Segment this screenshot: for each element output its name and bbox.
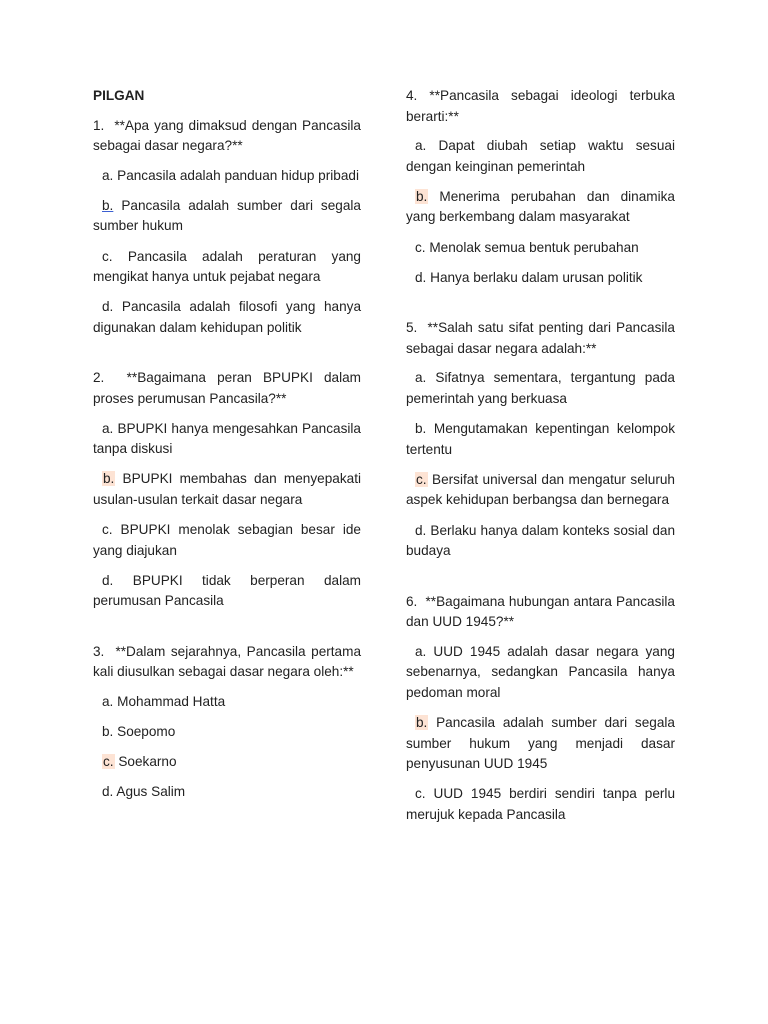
question-5 bbox=[406, 318, 675, 359]
option-text: Dapat diubah setiap waktu sesuai dengan keinginan pemerintah bbox=[406, 138, 675, 174]
question-5-option-b bbox=[406, 419, 675, 460]
question-4-option-d bbox=[406, 268, 675, 289]
question-number: 4. bbox=[406, 88, 418, 103]
question-1 bbox=[93, 116, 361, 157]
question-3-option-c bbox=[93, 752, 361, 773]
option-letter: a. bbox=[102, 167, 114, 183]
option-text: UUD 1945 berdiri sendiri tanpa perlu merujuk kepada Pancasila bbox=[406, 786, 676, 823]
question-4-option-c bbox=[406, 238, 675, 259]
question-5-option-c bbox=[406, 470, 675, 511]
option-text: Menolak semua bentuk perubahan bbox=[429, 239, 639, 255]
option-text: Bersifat universal dan mengatur seluruh aspek kehidupan berbangsa dan bernegara bbox=[406, 471, 675, 508]
question-4-option-b bbox=[406, 187, 675, 228]
option-letter: a. bbox=[415, 643, 427, 659]
option-letter: d. bbox=[415, 522, 427, 538]
question-3-option-b bbox=[93, 722, 361, 743]
option-text: UUD 1945 adalah dasar negara yang sebenarnya, sedangkan Pancasila hanya pedoman moral bbox=[406, 643, 675, 701]
question-2-option-a bbox=[93, 419, 361, 460]
document-heading: PILGAN bbox=[93, 88, 145, 103]
option-letter: a. bbox=[102, 420, 114, 436]
option-text: Pancasila adalah sumber dari segala sumber hukum yang menjadi dasar penyusunan UUD 1945 bbox=[406, 715, 675, 772]
left-column bbox=[93, 86, 361, 812]
question-6-option-c bbox=[406, 784, 675, 825]
option-letter-marked: c. bbox=[103, 754, 114, 770]
option-text: Mohammad Hatta bbox=[117, 694, 226, 710]
question-text: **Bagaimana peran BPUPKI dalam proses perumusan Pancasila?** bbox=[93, 370, 361, 407]
option-text: Pancasila adalah filosofi yang hanya digunakan dalam kehidupan politik bbox=[93, 299, 362, 335]
question-number: 3. bbox=[93, 643, 105, 659]
option-text: Sifatnya sementara, tergantung pada pemerintah yang berkuasa bbox=[406, 370, 675, 407]
question-6-option-b bbox=[406, 713, 675, 775]
option-text: Pancasila adalah peraturan yang mengikat hanya untuk pejabat negara bbox=[93, 248, 361, 285]
question-text: **Bagaimana hubungan antara Pancasila dan UUD 1945?** bbox=[406, 593, 675, 630]
question-4-option-a bbox=[406, 136, 675, 177]
option-text: BPUPKI hanya mengesahkan Pancasila tanpa diskusi bbox=[93, 420, 361, 457]
option-letter-marked: b. bbox=[416, 715, 428, 731]
question-5-option-a bbox=[406, 368, 675, 409]
option-letter-marked: b. bbox=[416, 188, 428, 204]
option-text: Pancasila adalah panduan hidup pribadi bbox=[117, 167, 359, 183]
question-1-option-c bbox=[93, 247, 361, 288]
option-letter: d. bbox=[102, 299, 114, 315]
question-text: **Pancasila sebagai ideologi terbuka berarti:** bbox=[406, 88, 675, 124]
question-text: **Dalam sejarahnya, Pancasila pertama kali diusulkan sebagai dasar negara oleh:** bbox=[93, 643, 362, 680]
question-3-option-a bbox=[93, 692, 361, 713]
option-letter-marked: c. bbox=[416, 471, 427, 487]
option-letter: a. bbox=[415, 370, 427, 386]
right-column bbox=[406, 86, 675, 835]
question-1-option-a bbox=[93, 166, 361, 187]
question-number: 5. bbox=[406, 320, 418, 336]
option-text: Soekarno bbox=[118, 754, 177, 770]
question-1-option-b bbox=[93, 196, 361, 237]
option-text: Menerima perubahan dan dinamika yang berkembang dalam masyarakat bbox=[406, 188, 675, 225]
option-letter: d. bbox=[102, 784, 114, 800]
question-number: 6. bbox=[406, 593, 418, 609]
option-letter: b. bbox=[415, 421, 427, 437]
option-letter: c. bbox=[102, 248, 113, 264]
option-text: Mengutamakan kepentingan kelompok tertentu bbox=[406, 421, 676, 457]
option-letter: a. bbox=[102, 694, 114, 710]
question-6-option-a bbox=[406, 642, 675, 704]
option-text: Pancasila adalah sumber dari segala sumber hukum bbox=[93, 197, 361, 234]
option-text: Berlaku hanya dalam konteks sosial dan budaya bbox=[406, 522, 675, 559]
question-number: 2. bbox=[93, 370, 105, 386]
option-letter: d. bbox=[415, 269, 427, 285]
option-letter: a. bbox=[415, 138, 427, 154]
option-text: Agus Salim bbox=[116, 784, 186, 800]
question-2-option-b bbox=[93, 469, 361, 510]
question-3-option-d bbox=[93, 782, 361, 803]
option-text: BPUPKI menolak sebagian besar ide yang diajukan bbox=[93, 522, 361, 558]
question-2 bbox=[93, 368, 361, 409]
option-text: Hanya berlaku dalam urusan politik bbox=[430, 269, 643, 285]
question-3 bbox=[93, 642, 361, 683]
question-1-option-d bbox=[93, 297, 361, 338]
option-letter: d. bbox=[102, 572, 114, 588]
question-2-option-c bbox=[93, 520, 361, 561]
option-text: Soepomo bbox=[117, 724, 176, 740]
option-letter-marked: b. bbox=[102, 197, 114, 213]
option-letter: c. bbox=[102, 522, 113, 537]
question-text: **Apa yang dimaksud dengan Pancasila sebagai dasar negara?** bbox=[93, 117, 361, 154]
option-letter-marked: b. bbox=[103, 471, 115, 487]
option-letter: c. bbox=[415, 786, 426, 802]
option-text: BPUPKI membahas dan menyepakati usulan-usulan terkait dasar negara bbox=[93, 471, 361, 507]
option-letter: c. bbox=[415, 239, 426, 255]
option-text: BPUPKI tidak berperan dalam perumusan Pancasila bbox=[93, 572, 361, 609]
question-6 bbox=[406, 592, 675, 633]
question-number: 1. bbox=[93, 117, 105, 133]
question-2-option-d bbox=[93, 571, 361, 612]
question-text: **Salah satu sifat penting dari Pancasila sebagai dasar negara adalah:** bbox=[406, 320, 675, 356]
question-5-option-d bbox=[406, 521, 675, 562]
question-4 bbox=[406, 86, 675, 127]
option-letter: b. bbox=[102, 724, 114, 740]
